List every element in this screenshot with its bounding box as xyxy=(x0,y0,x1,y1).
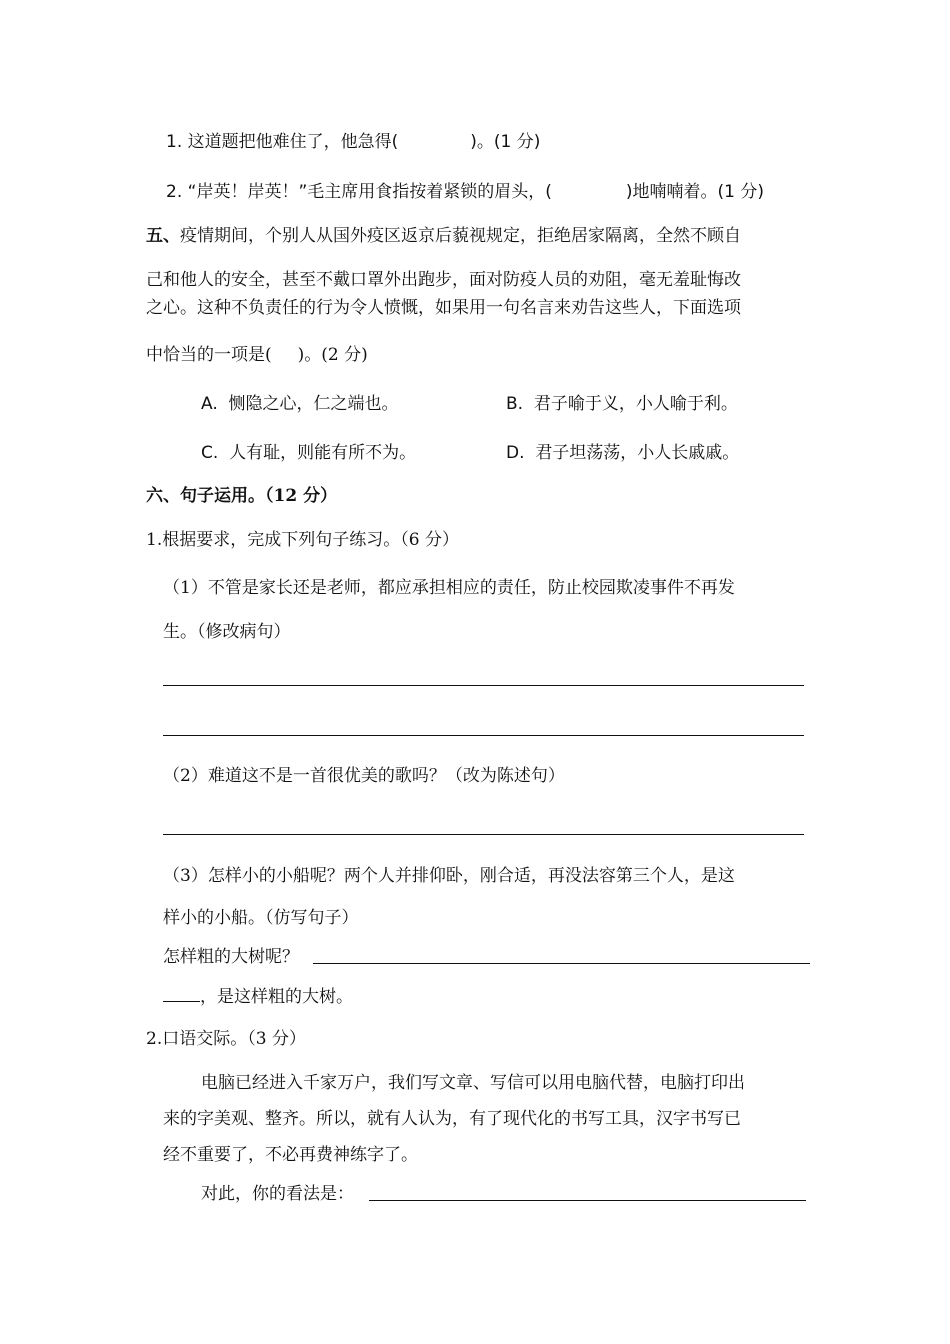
answer-line[interactable] xyxy=(369,1200,806,1201)
part-2-title: 2.口语交际。（3 分） xyxy=(146,1029,306,1049)
part-2-prompt: 对此，你的看法是： xyxy=(201,1184,354,1204)
question-score: )地喃喃着。(1 分) xyxy=(625,182,765,202)
option-label: A. xyxy=(201,394,218,414)
question-text: 这道题把他难住了，他急得( xyxy=(187,132,399,152)
section-5-text: 疫情期间，个别人从国外疫区返京后藐视规定，拒绝居家隔离，全然不顾自 xyxy=(180,226,741,246)
option-d[interactable] xyxy=(506,441,739,465)
question-4-2 xyxy=(166,180,764,204)
part-1-q1-line-1: （1）不管是家长还是老师，都应承担相应的责任，防止校园欺凌事件不再发 xyxy=(163,578,735,598)
part-2-line-1: 电脑已经进入千家万户，我们写文章、写信可以用电脑代替，电脑打印出 xyxy=(201,1073,745,1093)
answer-line[interactable] xyxy=(163,834,804,835)
answer-line[interactable] xyxy=(163,735,804,736)
option-text: 人有耻，则能有所不为。 xyxy=(229,443,417,463)
prompt-text: 怎样粗的大树呢？ xyxy=(163,947,299,967)
part-2-line-3: 经不重要了，不必再费神练字了。 xyxy=(163,1145,418,1165)
option-text: 君子坦荡荡，小人长戚戚。 xyxy=(535,443,740,463)
option-a[interactable] xyxy=(201,392,399,416)
option-text: 君子喻于义，小人喻于利。 xyxy=(533,394,738,414)
part-1-q3-line-1: （3）怎样小的小船呢？两个人并排仰卧，刚合适，再没法容第三个人，是这 xyxy=(163,866,735,886)
question-text: “岸英！岸英！”毛主席用食指按着紧锁的眉头，( xyxy=(187,182,552,202)
option-label: B. xyxy=(506,394,524,414)
section-5-label: 五、 xyxy=(146,226,180,246)
option-b[interactable] xyxy=(506,392,738,416)
part-1-q3-prompt xyxy=(163,945,299,969)
option-c[interactable] xyxy=(201,441,416,465)
answer-line[interactable] xyxy=(163,685,804,686)
part-1-title: 1.根据要求，完成下列句子练习。（6 分） xyxy=(146,530,459,550)
part-1-q1-line-2: 生。（修改病句） xyxy=(163,622,291,642)
answer-blank[interactable] xyxy=(163,983,200,1002)
question-4-1 xyxy=(166,130,540,154)
question-number: 1. xyxy=(166,132,183,152)
part-1-q3-tail xyxy=(163,983,353,1009)
question-score: )。(2 分) xyxy=(297,345,368,365)
option-label: D. xyxy=(506,443,525,463)
part-2-line-2: 来的字美观、整齐。所以，就有人认为，有了现代化的书写工具，汉字书写已 xyxy=(163,1109,741,1129)
section-5-line-4 xyxy=(146,343,368,367)
section-5-line-2: 己和他人的安全，甚至不戴口罩外出跑步，面对防疫人员的劝阻，毫无羞耻悔改 xyxy=(146,270,741,290)
part-1-q2: （2）难道这不是一首很优美的歌吗？（改为陈述句） xyxy=(163,766,565,786)
part-1-q3-line-2: 样小的小船。（仿写句子） xyxy=(163,908,359,928)
question-number: 2. xyxy=(166,182,183,202)
option-label: C. xyxy=(201,443,219,463)
tail-text: ，是这样粗的大树。 xyxy=(200,987,353,1007)
section-6-heading: 六、句子运用。（12 分） xyxy=(146,486,338,506)
question-score: )。(1 分) xyxy=(470,132,541,152)
section-5-text: 中恰当的一项是( xyxy=(146,345,272,365)
option-text: 恻隐之心，仁之端也。 xyxy=(228,394,399,414)
section-5-line-1 xyxy=(146,224,741,248)
section-5-line-3: 之心。这种不负责任的行为令人愤慨，如果用一句名言来劝告这些人，下面选项 xyxy=(146,298,741,318)
answer-line[interactable] xyxy=(313,963,810,964)
